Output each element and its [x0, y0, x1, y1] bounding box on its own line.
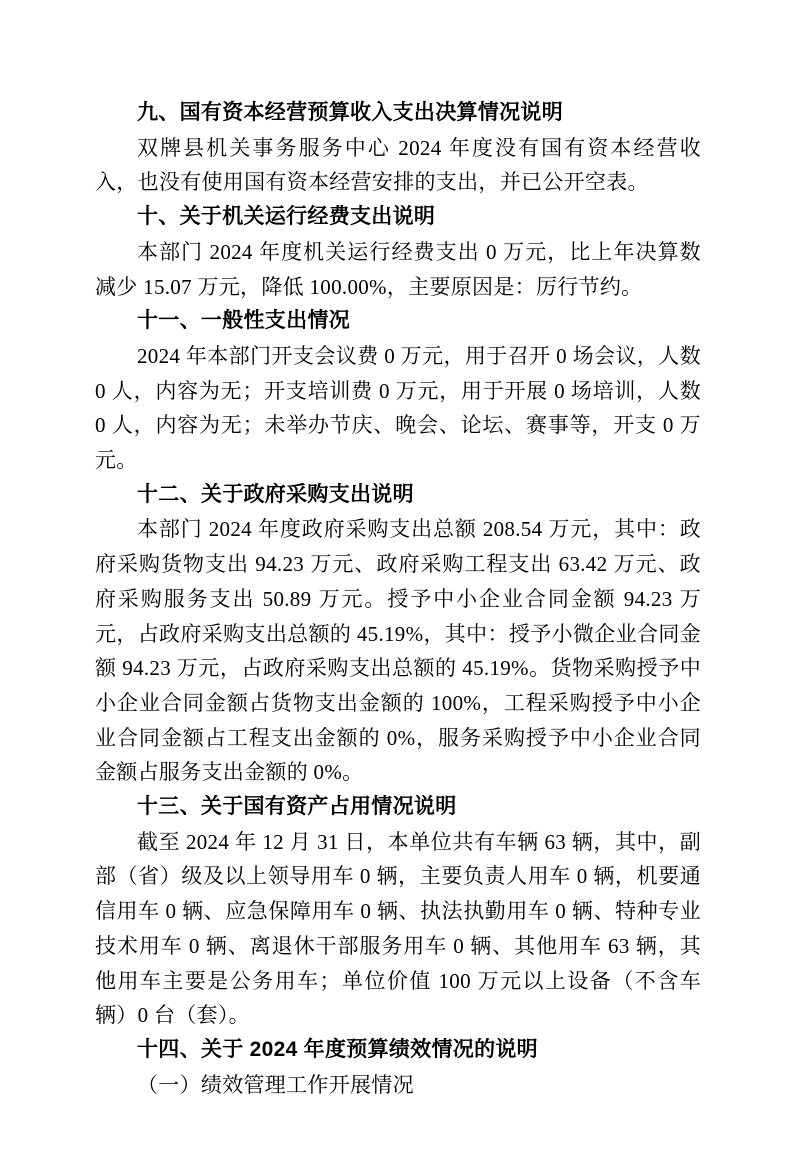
- section-heading-government-procurement: 十二、关于政府采购支出说明: [137, 482, 414, 506]
- section-heading-budget-performance: 十四、关于 2024 年度预算绩效情况的说明: [137, 1037, 538, 1061]
- paragraph-government-procurement: 本部门 2024 年度政府采购支出总额 208.54 万元，其中：政府采购货物支出 94.23 万元、政府采购工程支出 63.42 万元、政府采购服务支出 50.89 万元。授予中小企业合同金额 94.23 万元，占政府采购支出总额的 45.19%，其中：授予小微企业合同金额 94.23 万元，占政府采购支出总额的 45.19%。货物采购授予中小企业合同金额占货物支出金额的 100%，工程采购授予中小企业合同金额占工程支出金额的 0%，服务采购授予中小企业合同金额占服务支出金额的 0%。: [95, 517, 701, 785]
- subheading-performance-management: （一）绩效管理工作开展情况: [137, 1072, 414, 1097]
- paragraph-state-capital-budget: 双牌县机关事务服务中心 2024 年度没有国有资本经营收入，也没有使用国有资本经营安排的支出，并已公开空表。: [95, 135, 701, 195]
- section-heading-state-assets-occupancy: 十三、关于国有资产占用情况说明: [137, 795, 457, 819]
- document-body: [95, 96, 701, 1102]
- section-heading-operating-expense: 十、关于机关运行经费支出说明: [137, 205, 436, 229]
- paragraph-general-expenditure: 2024 年本部门开支会议费 0 万元，用于召开 0 场会议，人数 0 人，内容为无；开支培训费 0 万元，用于开展 0 场培训，人数 0 人，内容为无；未举办节庆、晚会、论坛、赛事等，开支 0 万元。: [95, 343, 701, 473]
- section-heading-state-capital-budget: 九、国有资本经营预算收入支出决算情况说明: [137, 101, 563, 124]
- section-heading-general-expenditure: 十一、一般性支出情况: [137, 309, 350, 333]
- paragraph-state-assets-occupancy: 截至 2024 年 12 月 31 日，本单位共有车辆 63 辆，其中，副部（省）级及以上领导用车 0 辆，主要负责人用车 0 辆，机要通信用车 0 辆、应急保障用车 0 辆、执法执勤用车 0 辆、特种专业技术用车 0 辆、离退休干部服务用车 0 辆、其他用车 63 辆，其他用车主要是公务用车；单位价值 100 万元以上设备（不含车辆）0 台（套）。: [95, 829, 701, 1028]
- paragraph-operating-expense: 本部门 2024 年度机关运行经费支出 0 万元，比上年决算数减少 15.07 万元，降低 100.00%，主要原因是：厉行节约。: [95, 239, 701, 299]
